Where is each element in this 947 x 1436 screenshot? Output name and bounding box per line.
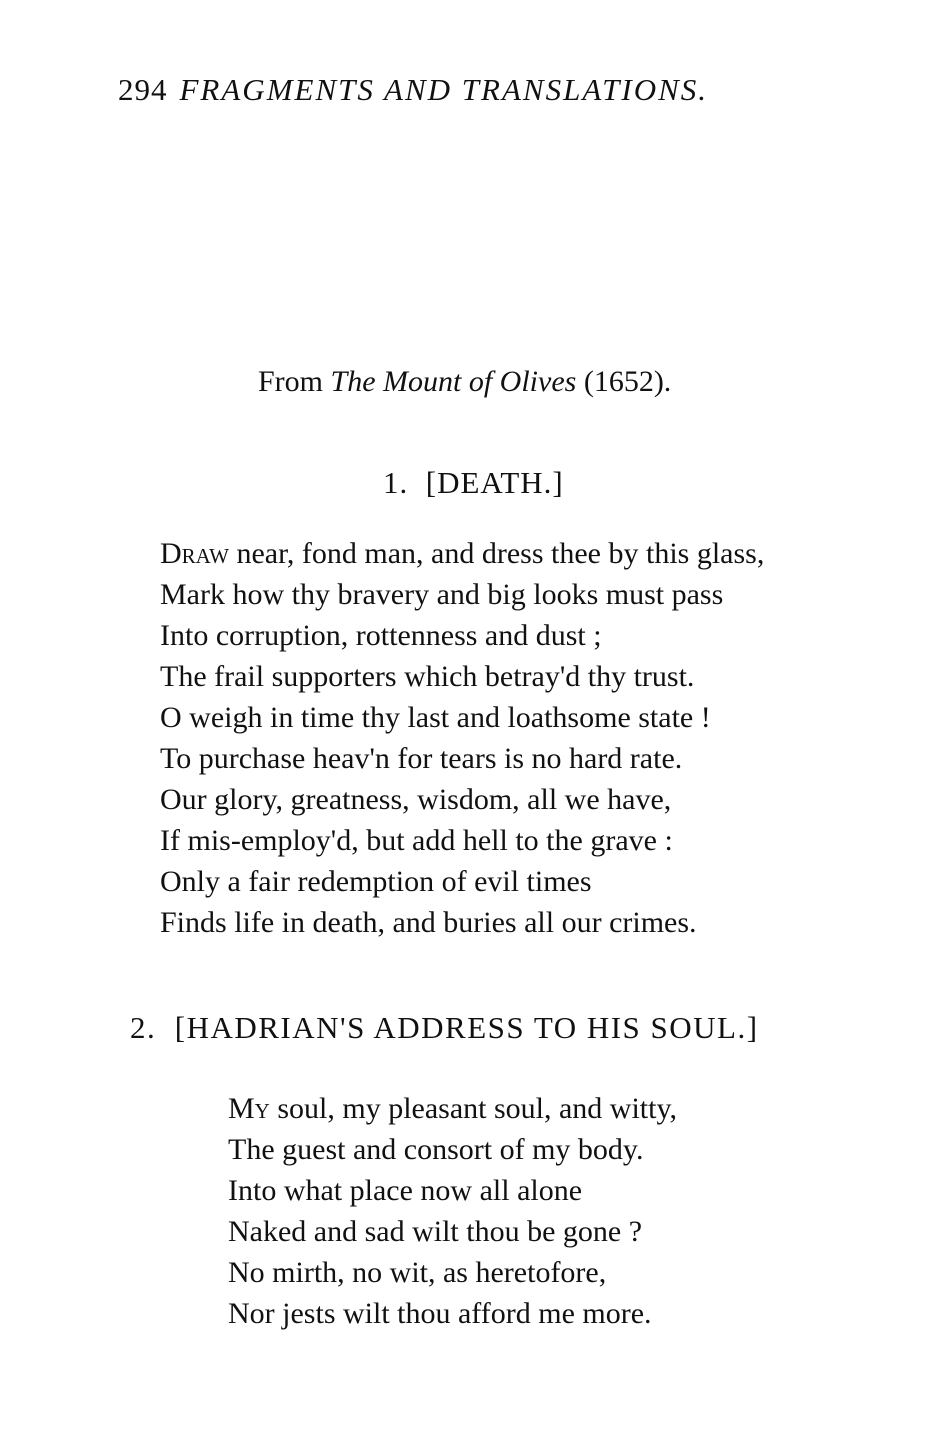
section-number: 1. <box>383 465 409 500</box>
poem-line: Nor jests wilt thou afford me more. <box>228 1297 652 1330</box>
line-text: near, fond man, and dress thee by this glass, <box>228 537 765 570</box>
lead-word: My <box>228 1092 270 1125</box>
source-prefix: From <box>258 365 331 398</box>
poem-line: Into corruption, rottenness and dust ; <box>160 619 602 652</box>
section-heading-death <box>383 465 564 501</box>
poem-line: To purchase heav'n for tears is no hard rate. <box>160 742 683 775</box>
poem-line: The guest and consort of my body. <box>228 1133 644 1166</box>
poem-line <box>160 533 764 574</box>
poem-death <box>160 533 764 943</box>
source-year: (1652). <box>576 365 672 398</box>
section-title: [HADRIAN'S ADDRESS TO HIS SOUL.] <box>174 1010 759 1045</box>
poem-line <box>228 1088 677 1129</box>
source-work-title: The Mount of Olives <box>330 365 577 398</box>
line-text: soul, my pleasant soul, and witty, <box>269 1092 678 1125</box>
poem-line: Only a fair redemption of evil times <box>160 865 592 898</box>
poem-line: Finds life in death, and buries all our crimes. <box>160 906 697 939</box>
poem-line: Into what place now all alone <box>228 1174 583 1207</box>
running-title: FRAGMENTS AND TRANSLATIONS. <box>179 72 709 107</box>
section-title: [DEATH.] <box>425 465 564 500</box>
running-head <box>118 72 708 108</box>
section-number: 2. <box>130 1010 157 1045</box>
poem-line: Mark how thy bravery and big looks must pass <box>160 578 724 611</box>
poem-line: Our glory, greatness, wisdom, all we have, <box>160 783 672 816</box>
poem-line: If mis-employ'd, but add hell to the grave : <box>160 824 673 857</box>
poem-line: Naked and sad wilt thou be gone ? <box>228 1215 643 1248</box>
poem-hadrian <box>228 1088 677 1334</box>
lead-word: Draw <box>160 537 229 570</box>
poem-line: The frail supporters which betray'd thy trust. <box>160 660 695 693</box>
poem-line: No mirth, no wit, as heretofore, <box>228 1256 607 1289</box>
page-number: 294 <box>118 72 168 107</box>
source-line <box>258 365 671 399</box>
section-heading-hadrian <box>130 1010 759 1046</box>
poem-line: O weigh in time thy last and loathsome state ! <box>160 701 711 734</box>
